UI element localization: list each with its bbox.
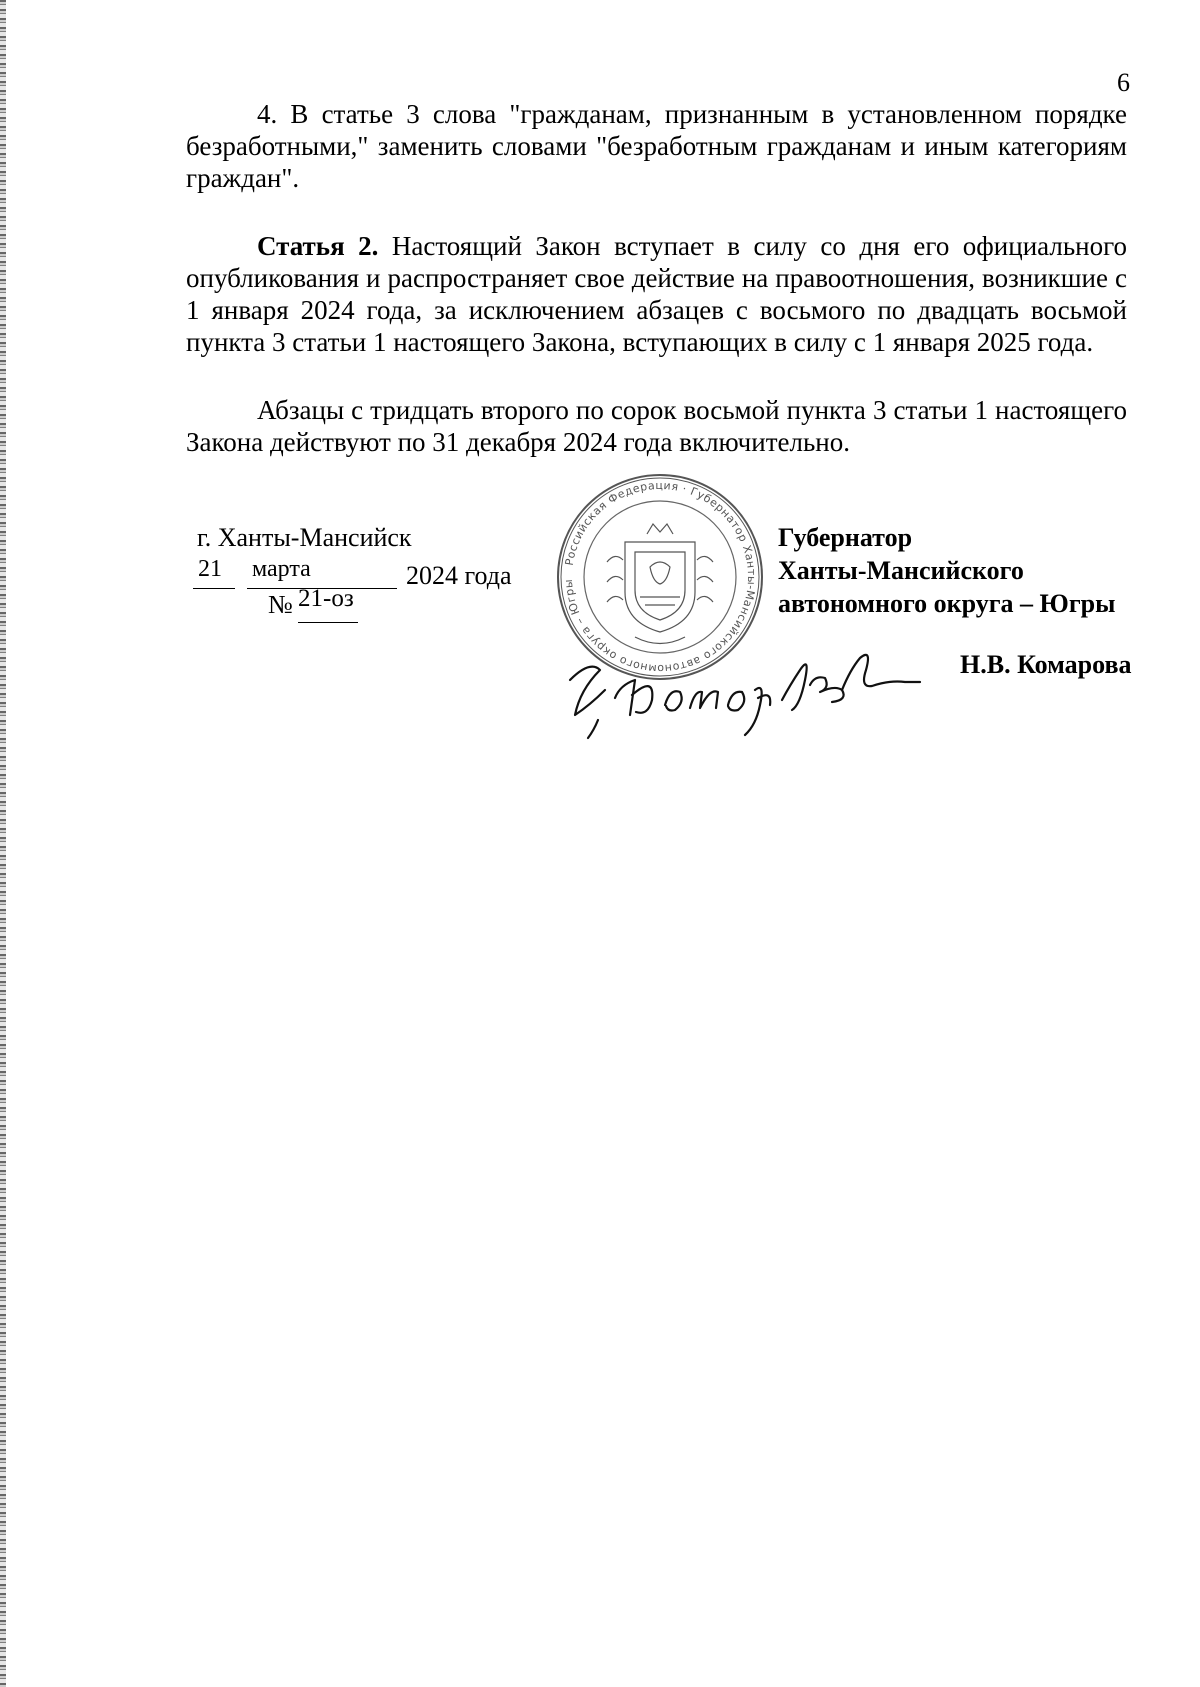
paragraph-validity: Абзацы с тридцать второго по сорок восьмой пункта 3 статьи 1 настоящего Закона действуют по 31 декабря 2024 года включительно. [186,395,1127,457]
article-2-text: Настоящий Закон вступает в силу со дня его официального опубликования и распространяет свое действие на правоотношения, возникшие с 1 января 2024 года, за исключением абзацев с восьмого по двадцать восьмой пункта 3 статьи 1 настоящего Закона, вступающих в силу с 1 января 2025 года. [186,231,1128,357]
number-underline [298,622,358,623]
governor-title-line-1: Губернатор [778,523,913,552]
governor-title-line-2: Ханты-Мансийского [778,556,1024,585]
place-of-signing: г. Ханты-Мансийск [197,523,412,552]
day-underline [193,588,235,589]
handwritten-signature [560,620,930,740]
governor-name: Н.В. Комарова [960,650,1132,679]
date-month: марта [252,556,311,582]
paragraph-article-2 [186,230,1127,358]
number-sign: № [268,590,293,619]
paragraph-item-4: 4. В статье 3 слова "гражданам, признанным в установленном порядке безработными," заменить словами "безработным гражданам и иным категориям граждан". [186,99,1127,193]
scan-edge-artifact [0,0,6,1687]
page-number: 6 [1117,68,1130,97]
governor-title-line-3: автономного округа – Югры [778,589,1116,618]
article-2-heading: Статья 2. [257,231,379,261]
law-number: 21-оз [298,585,354,612]
date-day: 21 [198,556,222,582]
seal-text: Российская Федерация · Губернатор Ханты-Мансийского автономного округа – Югры [561,478,759,676]
date-year: 2024 года [406,561,512,590]
